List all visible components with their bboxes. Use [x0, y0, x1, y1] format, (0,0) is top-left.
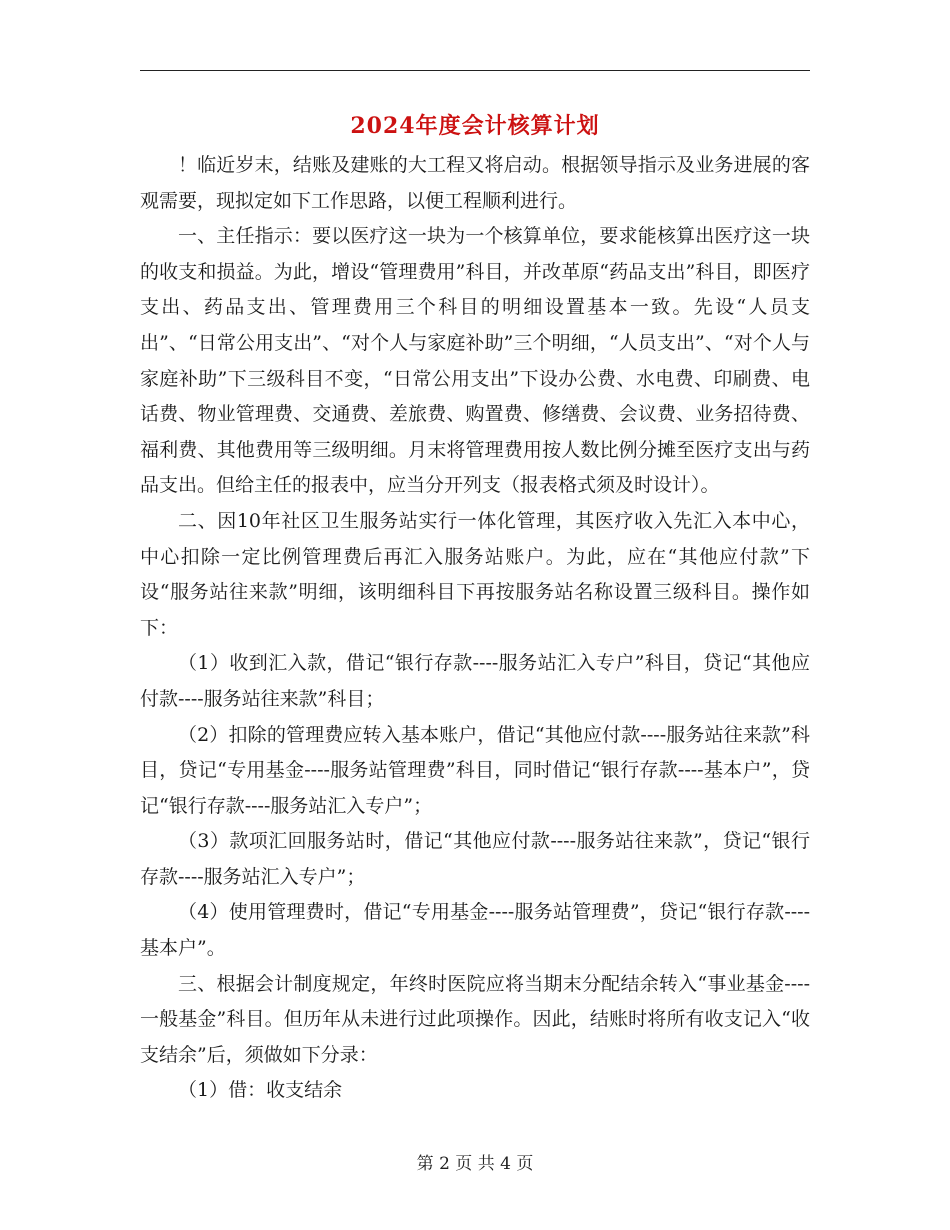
paragraph-section-3: 三、根据会计制度规定，年终时医院应将当期末分配结余转入“事业基金----一般基金”科目。但历年从未进行过此项操作。因此，结账时将所有收支记入“收支结余”后，须做如下分录： [140, 972, 810, 1066]
paragraph-section-1: 一、主任指示：要以医疗这一块为一个核算单位，要求能核算出医疗这一块的收支和损益。为此，增设“管理费用”科目，并改革原“药品支出”科目，即医疗支出、药品支出、管理费用三个科目的明细设置基本一致。先设“人员支出”、“日常公用支出”、“对个人与家庭补助”三个明细，“人员支出”、“对个人与家庭补助”下三级科目不变，“日常公用支出”下设办公费、水电费、印刷费、电话费、物业管理费、交通费、差旅费、购置费、修缮费、会议费、业务招待费、福利费、其他费用等三级明细。月末将管理费用按人数比例分摊至医疗支出与药品支出。但给主任的报表中，应当分开列支（报表格式须及时设计）。 [140, 225, 810, 497]
paragraph-entry-4: （4）使用管理费时，借记“专用基金----服务站管理费”，贷记“银行存款----基本户”。 [140, 901, 810, 960]
paragraph-entry-5: （1）借：收支结余 [178, 1079, 343, 1102]
document-title: 2024年度会计核算计划 [350, 113, 600, 139]
header-rule [140, 70, 810, 71]
paragraph-entry-2: （2）扣除的管理费应转入基本账户，借记“其他应付款----服务站往来款”科目，贷记“专用基金----服务站管理费”科目，同时借记“银行存款----基本户”，贷记“银行存款----服务站汇入专户”； [140, 723, 810, 817]
paragraph-section-2: 二、因10年社区卫生服务站实行一体化管理，其医疗收入先汇入本中心，中心扣除一定比例管理费后再汇入服务站账户。为此，应在“其他应付款”下设“服务站往来款”明细，该明细科目下再按服务站名称设置三级科目。操作如下： [140, 509, 810, 639]
paragraph-intro: ！临近岁末，结账及建账的大工程又将启动。根据领导指示及业务进展的客观需要，现拟定如下工作思路，以便工程顺利进行。 [140, 154, 810, 212]
paragraph-entry-3: （3）款项汇回服务站时，借记“其他应付款----服务站往来款”，贷记“银行存款----服务站汇入专户”； [140, 830, 810, 888]
document-body [140, 148, 810, 1109]
paragraph-entry-1: （1）收到汇入款，借记“银行存款----服务站汇入专户”科目，贷记“其他应付款----服务站往来款”科目； [140, 652, 810, 710]
page-footer: 第 2 页 共 4 页 [416, 1154, 534, 1174]
